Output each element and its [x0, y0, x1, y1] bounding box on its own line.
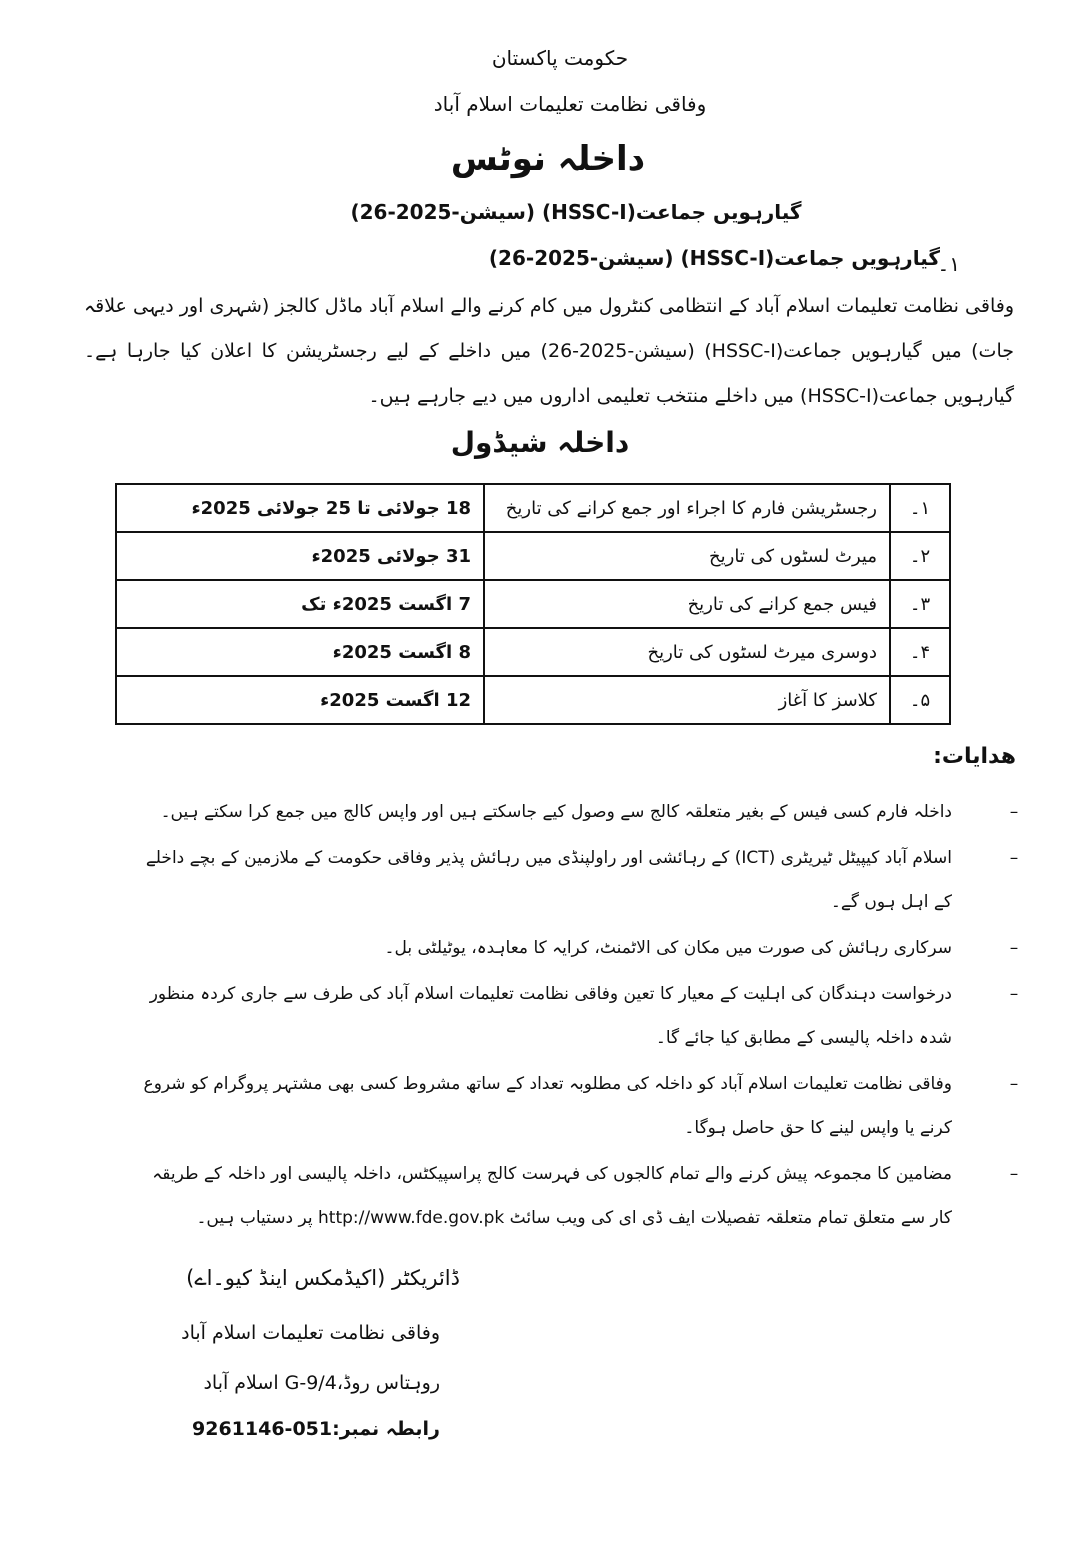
row-number: ۱۔: [890, 484, 950, 532]
row-label: میرٹ لسٹوں کی تاریخ: [484, 532, 890, 580]
government-title: حکومت پاکستان: [491, 46, 629, 70]
instruction-text: درخواست دہندگان کی اہلیت کے معیار کا تعین وفاقی نظامت تعلیمات اسلام آباد کی طرف سے جاری کردہ منظور شدہ داخلہ پالیسی کے مطابق کیا جائے گا۔: [149, 984, 952, 1048]
list-item: [132, 1062, 1019, 1150]
instruction-text: مضامین کا مجموعہ پیش کرنے والے تمام کالجوں کی فہرست کالج پراسپیکٹس، داخلہ پالیسی اور داخلہ کے طریقہ کار سے متعلق تمام متعلقہ تفصیلات ایف ڈی ای کی ویب سائٹ http://www.fde.gov.pk پر دستیاب ہیں۔: [152, 1164, 952, 1228]
row-label: دوسری میرٹ لسٹوں کی تاریخ: [484, 628, 890, 676]
instruction-text: اسلام آباد کیپیٹل ٹیریٹری (ICT) کے رہائشی اور راولپنڈی میں رہائش پذیر وفاقی حکومت کے ملازمین کے بچے داخلے کے اہل ہوں گے۔: [145, 848, 952, 912]
notice-title: داخلہ نوٹس: [450, 139, 646, 179]
row-label: رجسٹریشن فارم کا اجراء اور جمع کرانے کی تاریخ: [484, 484, 890, 532]
list-item: [132, 836, 1019, 924]
bullet-dash: –: [1009, 1074, 1019, 1094]
row-number: ۵۔: [890, 676, 950, 724]
list-item: [132, 1152, 1019, 1240]
director-title: ڈائریکٹر (اکیڈمکس اینڈ کیو۔اے): [186, 1266, 460, 1290]
signature-address: روہتاس روڈ،G-9/4 اسلام آباد: [203, 1372, 440, 1394]
bullet-dash: –: [1009, 802, 1019, 822]
list-item: [132, 790, 1019, 834]
row-date: 8 اگست 2025ء: [116, 628, 484, 676]
row-date: 31 جولائی 2025ء: [116, 532, 484, 580]
class-session-title: گیارہویں جماعت(HSSC-I) (سیشن-2025-26): [350, 200, 802, 224]
row-number: ۳۔: [890, 580, 950, 628]
instruction-text: سرکاری رہائش کی صورت میں مکان کی الاٹمنٹ، کرایہ کا معاہدہ، یوٹیلٹی بل۔: [384, 938, 952, 958]
row-label: کلاسز کا آغاز: [484, 676, 890, 724]
bullet-dash: –: [1009, 848, 1019, 868]
bullet-dash: –: [1009, 1164, 1019, 1184]
bullet-dash: –: [1009, 984, 1019, 1004]
list-item: [132, 926, 1019, 970]
section-number: ۱۔: [937, 252, 960, 276]
row-number: ۴۔: [890, 628, 950, 676]
signature-contact: رابطہ نمبر:051-9261146: [192, 1418, 440, 1440]
list-item: [132, 972, 1019, 1060]
row-date: 7 اگست 2025ء تک: [116, 580, 484, 628]
table-row: [116, 676, 950, 724]
instructions-heading: ھدایات:: [933, 744, 1016, 769]
table-row: [116, 580, 950, 628]
intro-paragraph: وفاقی نظامت تعلیمات اسلام آباد کے انتظامی کنٹرول میں کام کرنے والے اسلام آباد ماڈل کالجز (شہری اور دیہی علاقہ جات) میں گیارہویں جماعت(HSSC-I) (سیشن-2025-26) میں داخلے کے لیے رجسٹریشن کا اعلان کیا جارہا ہے۔ گیارہویں جماعت(HSSC-I) میں داخلے منتخب تعلیمی اداروں میں دیے جارہے ہیں۔: [84, 295, 1014, 407]
row-date: 12 اگست 2025ء: [116, 676, 484, 724]
table-row: [116, 532, 950, 580]
instruction-text: وفاقی نظامت تعلیمات اسلام آباد کو داخلہ کی مطلوبہ تعداد کے ساتھ مشروط کسی بھی مشتہر پروگرام کو شروع کرنے یا واپس لینے کا حق حاصل ہوگا۔: [143, 1074, 952, 1138]
section-heading: [488, 246, 960, 276]
table-row: [116, 484, 950, 532]
instruction-text: داخلہ فارم کسی فیس کے بغیر متعلقہ کالج سے وصول کیے جاسکتے ہیں اور واپس کالج میں جمع کرا سکتے ہیں۔: [160, 802, 952, 822]
ministry-title: وفاقی نظامت تعلیمات اسلام آباد: [433, 92, 707, 116]
table-row: [116, 628, 950, 676]
signature-ministry: وفاقی نظامت تعلیمات اسلام آباد: [181, 1322, 440, 1344]
row-label: فیس جمع کرانے کی تاریخ: [484, 580, 890, 628]
row-number: ۲۔: [890, 532, 950, 580]
bullet-dash: –: [1009, 938, 1019, 958]
schedule-table: [115, 483, 951, 725]
schedule-title: داخلہ شیڈول: [450, 426, 630, 459]
section-title: گیارہویں جماعت(HSSC-I) (سیشن-2025-26): [488, 246, 940, 270]
instructions-list: [132, 790, 1019, 1242]
row-date: 18 جولائی تا 25 جولائی 2025ء: [116, 484, 484, 532]
